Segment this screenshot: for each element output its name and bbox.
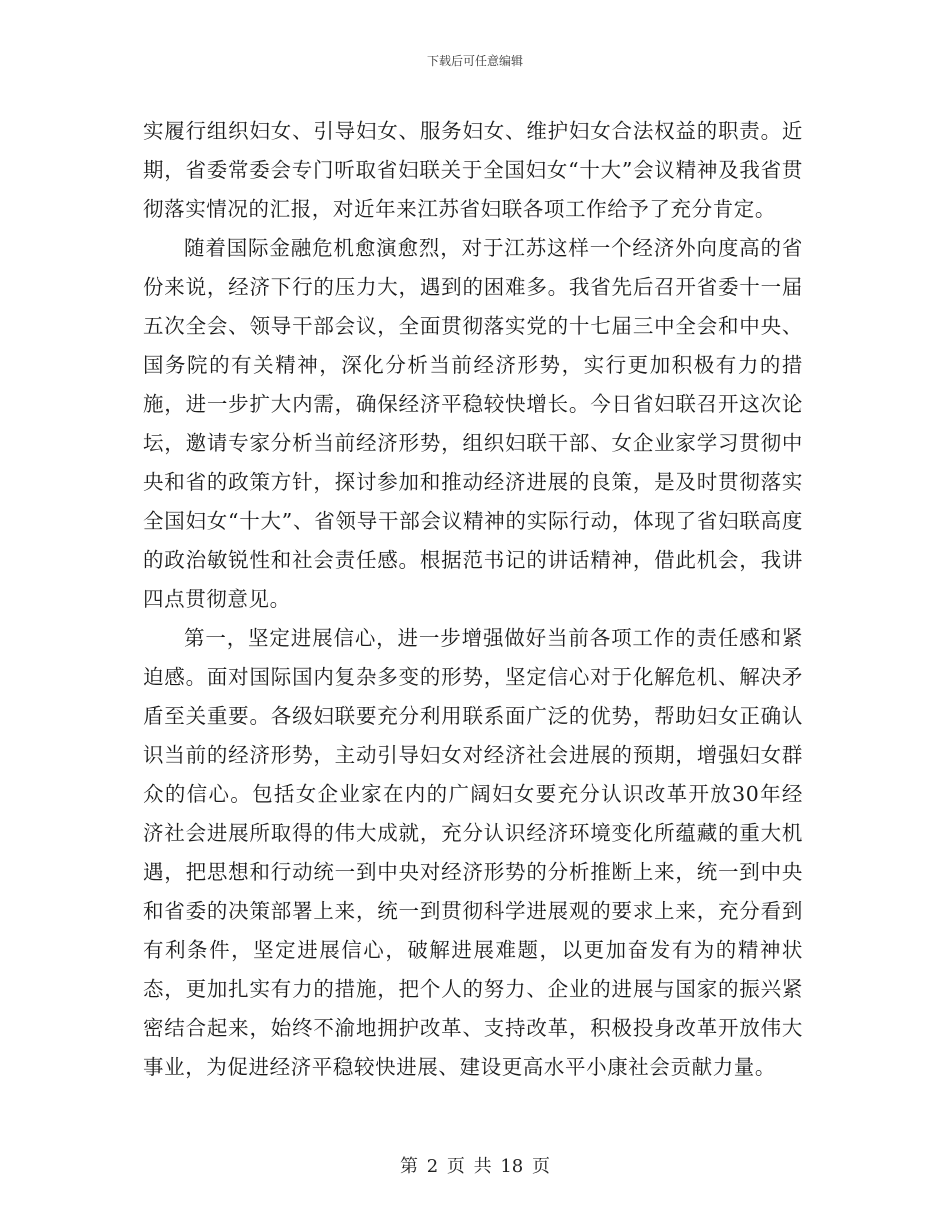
page-header: 下载后可任意编辑 bbox=[426, 54, 523, 68]
page-number: 第 2 页 共 18 页 bbox=[400, 1156, 550, 1177]
document-body bbox=[143, 112, 803, 1087]
paragraph-economic-situation: 随着国际金融危机愈演愈烈，对于江苏这样一个经济外向度高的省份来说，经济下行的压力大，遇到的困难多。我省先后召开省委十一届五次全会、领导干部会议，全面贯彻落实党的十七届三中全会和中央、国务院的有关精神，深化分析当前经济形势，实行更加积极有力的措施，进一步扩大内需，确保经济平稳较快增长。今日省妇联召开这次论坛，邀请专家分析当前经济形势，组织妇联干部、女企业家学习贯彻中央和省的政策方针，探讨参加和推动经济进展的良策，是及时贯彻落实全国妇女“十大”、省领导干部会议精神的实际行动，体现了省妇联高度的政治敏锐性和社会责任感。根据范书记的讲话精神，借此机会，我讲四点贯彻意见。 bbox=[143, 236, 803, 611]
paragraph-point-one: 第一，坚定进展信心，进一步增强做好当前各项工作的责任感和紧迫感。面对国际国内复杂多变的形势，坚定信心对于化解危机、解决矛盾至关重要。各级妇联要充分利用联系面广泛的优势，帮助妇女正确认识当前的经济形势，主动引导妇女对经济社会进展的预期，增强妇女群众的信心。包括女企业家在内的广阔妇女要充分认识改革开放30年经济社会进展所取得的伟大成就，充分认识经济环境变化所蕴藏的重大机遇，把思想和行动统一到中央对经济形势的分析推断上来，统一到中央和省委的决策部署上来，统一到贯彻科学进展观的要求上来，充分看到有利条件，坚定进展信心，破解进展难题，以更加奋发有为的精神状态，更加扎实有力的措施，把个人的努力、企业的进展与国家的振兴紧密结合起来，始终不渝地拥护改革、支持改革，积极投身改革开放伟大事业，为促进经济平稳较快进展、建设更高水平小康社会贡献力量。 bbox=[143, 626, 803, 1079]
paragraph-continuation: 实履行组织妇女、引导妇女、服务妇女、维护妇女合法权益的职责。近期，省委常委会专门听取省妇联关于全国妇女“十大”会议精神及我省贯彻落实情况的汇报，对近年来江苏省妇联各项工作给予了充分肯定。 bbox=[143, 119, 803, 221]
